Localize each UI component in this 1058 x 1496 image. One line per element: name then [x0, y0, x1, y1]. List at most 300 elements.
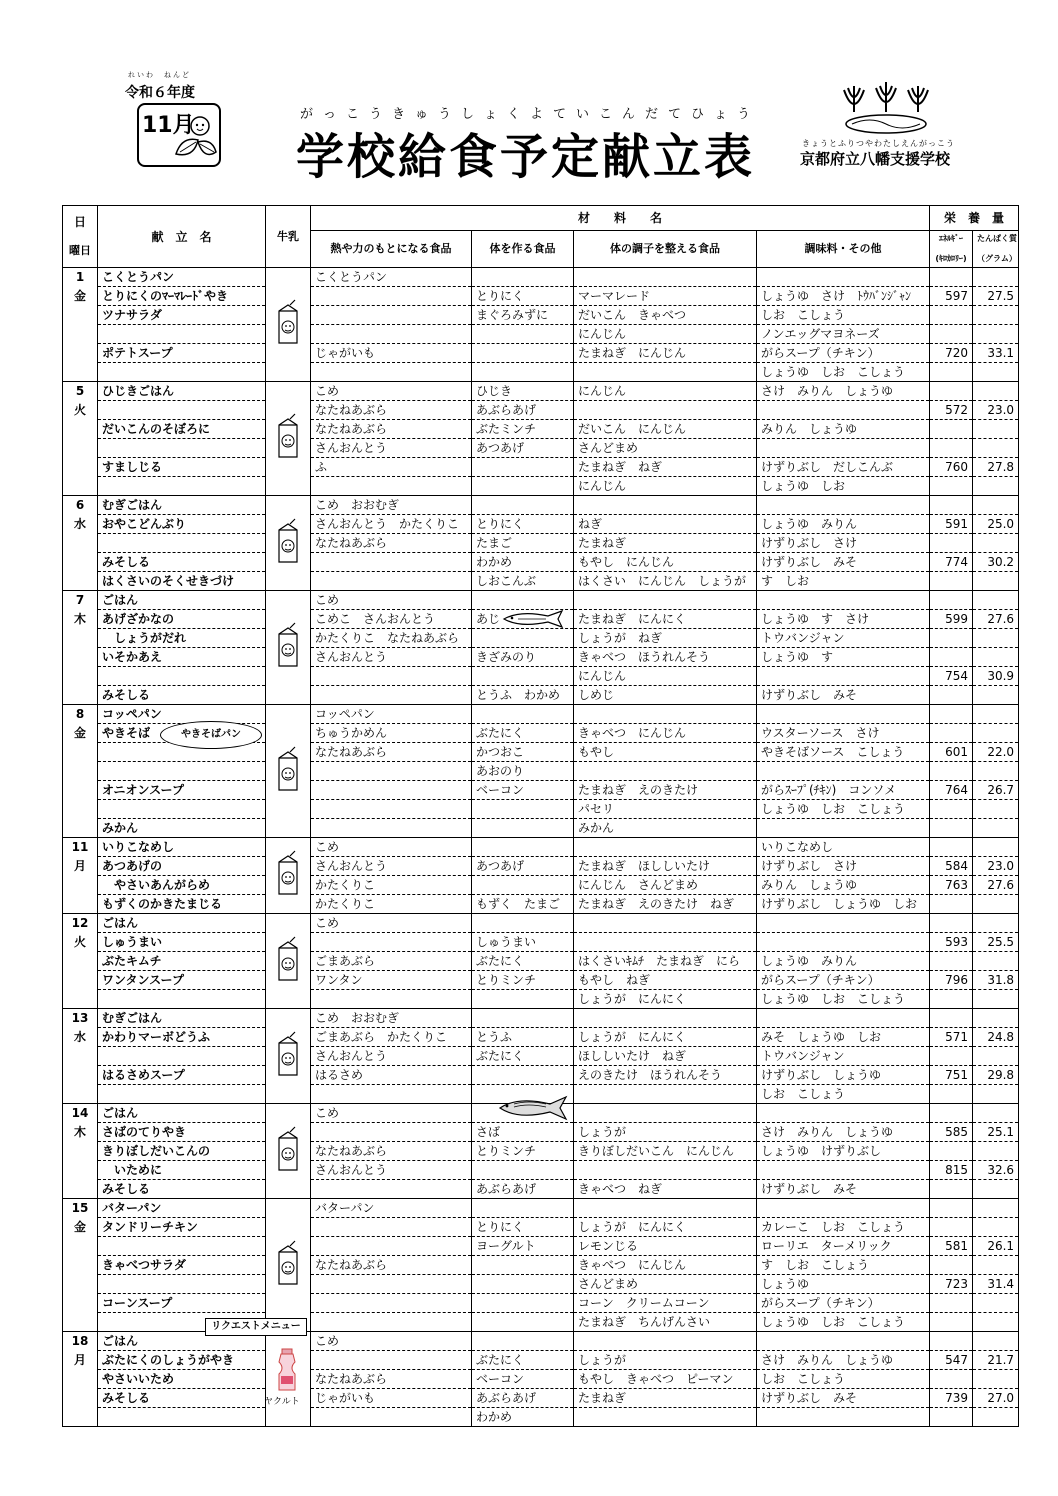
table-row [63, 952, 1019, 971]
energy-value: 739 [930, 1389, 973, 1408]
condition-food: たまねぎ えのきたけ ねぎ [574, 895, 757, 914]
energy-value: 585 [930, 1123, 973, 1142]
menu-table [62, 205, 1019, 1427]
weekday: 木 [63, 1123, 98, 1142]
condition-food: えのきたけ ほうれんそう [574, 1066, 757, 1085]
dish-name: あげざかなの [98, 610, 266, 629]
protein-value [973, 1199, 1019, 1218]
condition-food: もやし にんじん [574, 553, 757, 572]
energy-food [311, 1313, 472, 1332]
day-cell [63, 629, 98, 648]
day-cell [63, 572, 98, 591]
seasoning: す しお こしょう [757, 1256, 930, 1275]
dish-name: ひじきごはん [98, 382, 266, 401]
seasoning [757, 667, 930, 686]
table-row [63, 686, 1019, 705]
body-food: ひじき [472, 382, 574, 401]
body-food [472, 325, 574, 344]
condition-food: にんじん [574, 477, 757, 496]
seasoning: しお こしょう [757, 306, 930, 325]
day-cell [63, 553, 98, 572]
protein-value [973, 800, 1019, 819]
energy-value [930, 496, 973, 515]
energy-food: かたくりこ なたねあぶら [311, 629, 472, 648]
day-number: 18 [63, 1332, 98, 1351]
dish-name [98, 1408, 266, 1427]
table-row [63, 800, 1019, 819]
condition-food [574, 762, 757, 781]
body-food [472, 344, 574, 363]
body-food [472, 268, 574, 287]
header-ingredients: 材 料 名 [311, 206, 930, 231]
seasoning: みりん しょうゆ [757, 876, 930, 895]
condition-food: きゃべつ にんじん [574, 1256, 757, 1275]
table-row [63, 1370, 1019, 1389]
table-row [63, 1275, 1019, 1294]
table-row [63, 572, 1019, 591]
dish-name: いそかあえ [98, 648, 266, 667]
seasoning: けずりぶし さけ [757, 534, 930, 553]
day-number: 6 [63, 496, 98, 515]
dish-name: はるさめスープ [98, 1066, 266, 1085]
weekday: 月 [63, 857, 98, 876]
protein-value: 29.8 [973, 1066, 1019, 1085]
condition-food: もやし きゃべつ ピーマン [574, 1370, 757, 1389]
condition-food: コーン クリームコーン [574, 1294, 757, 1313]
table-row [63, 439, 1019, 458]
condition-food [574, 591, 757, 610]
energy-value [930, 1408, 973, 1427]
day-number: 14 [63, 1104, 98, 1123]
dish-name [98, 401, 266, 420]
header-protein: たんぱく質 （グラム） [973, 231, 1019, 268]
milk-cell [266, 496, 311, 591]
seasoning: さけ みりん しょうゆ [757, 1351, 930, 1370]
day-cell [63, 971, 98, 990]
seasoning [757, 1161, 930, 1180]
condition-food [574, 933, 757, 952]
protein-value [973, 534, 1019, 553]
mackerel-icon [498, 1094, 570, 1122]
protein-value [973, 1180, 1019, 1199]
day-number: 15 [63, 1199, 98, 1218]
seasoning: しょうゆ みりん [757, 515, 930, 534]
milk-carton-icon [273, 1031, 303, 1077]
protein-value [973, 363, 1019, 382]
seasoning [757, 705, 930, 724]
dish-name: きゃべつサラダ [98, 1256, 266, 1275]
energy-value [930, 952, 973, 971]
energy-value: 597 [930, 287, 973, 306]
table-row [63, 401, 1019, 420]
energy-food: こめ おおむぎ [311, 496, 472, 515]
day-cell [63, 1370, 98, 1389]
dish-name: ぶたにくのしょうがやき [98, 1351, 266, 1370]
protein-value [973, 838, 1019, 857]
leaf-character-icon [172, 112, 218, 162]
energy-value [930, 572, 973, 591]
condition-food: しめじ [574, 686, 757, 705]
table-row [63, 1256, 1019, 1275]
table-row [63, 515, 1019, 534]
day-cell [63, 306, 98, 325]
body-food [472, 1009, 574, 1028]
protein-value [973, 1256, 1019, 1275]
day-number: 12 [63, 914, 98, 933]
energy-value [930, 705, 973, 724]
energy-value [930, 1047, 973, 1066]
protein-value [973, 325, 1019, 344]
table-row [63, 876, 1019, 895]
seasoning: みりん しょうゆ [757, 420, 930, 439]
dish-name [98, 1275, 266, 1294]
energy-value [930, 534, 973, 553]
energy-food: こくとうパン [311, 268, 472, 287]
protein-value: 25.0 [973, 515, 1019, 534]
energy-food: さんおんとう [311, 1047, 472, 1066]
energy-food: ごまあぶら [311, 952, 472, 971]
energy-food: はるさめ [311, 1066, 472, 1085]
condition-food: しょうが [574, 1123, 757, 1142]
seasoning [757, 762, 930, 781]
energy-food: こめ [311, 1104, 472, 1123]
energy-value [930, 382, 973, 401]
protein-value: 25.5 [973, 933, 1019, 952]
day-cell [63, 1066, 98, 1085]
seasoning: しょうゆ す さけ [757, 610, 930, 629]
table-row [63, 1142, 1019, 1161]
dish-name: みそしる [98, 1180, 266, 1199]
day-number: 11 [63, 838, 98, 857]
dish-name: はくさいのそくせきづけ [98, 572, 266, 591]
milk-carton-icon [273, 1126, 303, 1172]
protein-value: 24.8 [973, 1028, 1019, 1047]
day-cell [63, 686, 98, 705]
dish-name: むぎごはん [98, 1009, 266, 1028]
condition-food: たまねぎ ほししいたけ [574, 857, 757, 876]
day-cell [63, 648, 98, 667]
table-row [63, 1047, 1019, 1066]
page-title: 学校給食予定献立表 [296, 129, 756, 185]
condition-food [574, 401, 757, 420]
seasoning: しょうゆ さけ ﾄｳﾊﾞﾝｼﾞｬﾝ [757, 287, 930, 306]
energy-food: こめ [311, 914, 472, 933]
weekday: 火 [63, 401, 98, 420]
day-cell [63, 1085, 98, 1104]
energy-value [930, 1370, 973, 1389]
protein-value [973, 1370, 1019, 1389]
protein-value [973, 1313, 1019, 1332]
condition-food: きゃべつ ねぎ [574, 1180, 757, 1199]
seasoning [757, 1332, 930, 1351]
day-cell [63, 1237, 98, 1256]
energy-value: 720 [930, 344, 973, 363]
table-row [63, 1408, 1019, 1427]
table-row [63, 629, 1019, 648]
dish-name: すましじる [98, 458, 266, 477]
seasoning: しお こしょう [757, 1370, 930, 1389]
protein-value [973, 1047, 1019, 1066]
energy-value [930, 1199, 973, 1218]
table-row [63, 971, 1019, 990]
dish-name [98, 1085, 266, 1104]
header-energy-group: 熱や力のもとになる食品 [311, 231, 472, 268]
energy-food: なたねあぶら [311, 420, 472, 439]
protein-value [973, 952, 1019, 971]
day-cell [63, 1408, 98, 1427]
energy-food [311, 933, 472, 952]
body-food [472, 1275, 574, 1294]
dish-name: オニオンスープ [98, 781, 266, 800]
dish-name: むぎごはん [98, 496, 266, 515]
seasoning: しお こしょう [757, 1085, 930, 1104]
dish-name: ツナサラダ [98, 306, 266, 325]
day-cell [63, 1389, 98, 1408]
body-food: ぶたにく [472, 724, 574, 743]
protein-value: 27.6 [973, 610, 1019, 629]
energy-food [311, 287, 472, 306]
energy-value [930, 800, 973, 819]
energy-food [311, 1408, 472, 1427]
request-menu-badge: リクエストメニュー [205, 1318, 307, 1336]
energy-value [930, 439, 973, 458]
seasoning: けずりぶし みそ [757, 1389, 930, 1408]
protein-value [973, 762, 1019, 781]
energy-food: なたねあぶら [311, 1370, 472, 1389]
protein-value: 27.6 [973, 876, 1019, 895]
dish-name: とりにくのﾏｰﾏﾚｰﾄﾞやき [98, 287, 266, 306]
school-name: 京都府立八幡支援学校 [800, 150, 951, 168]
table-row [63, 1351, 1019, 1370]
seasoning: さけ みりん しょうゆ [757, 382, 930, 401]
day-cell [63, 344, 98, 363]
condition-food [574, 1161, 757, 1180]
condition-food: もやし [574, 743, 757, 762]
seasoning: がらスープ（チキン） [757, 344, 930, 363]
day-cell [63, 743, 98, 762]
condition-food: にんじん [574, 325, 757, 344]
energy-food: こめ [311, 838, 472, 857]
seasoning [757, 439, 930, 458]
milk-cell [266, 838, 311, 914]
horse-mackerel-icon [500, 608, 570, 630]
day-cell [63, 325, 98, 344]
table-row [63, 534, 1019, 553]
seasoning: しょうゆ しお こしょう [757, 1313, 930, 1332]
energy-value [930, 1009, 973, 1028]
dish-name: おやこどんぶり [98, 515, 266, 534]
body-food [472, 914, 574, 933]
weekday: 金 [63, 724, 98, 743]
dish-name: こくとうパン [98, 268, 266, 287]
energy-food: なたねあぶら [311, 743, 472, 762]
energy-value: 763 [930, 876, 973, 895]
seasoning: しょうゆ [757, 1275, 930, 1294]
energy-value [930, 306, 973, 325]
body-food [472, 990, 574, 1009]
energy-food [311, 800, 472, 819]
dish-name: やさいいため [98, 1370, 266, 1389]
protein-value [973, 572, 1019, 591]
weekday: 金 [63, 287, 98, 306]
table-row [63, 325, 1019, 344]
table-row [63, 268, 1019, 287]
condition-food: にんじん [574, 382, 757, 401]
body-food: あぶらあげ [472, 1389, 574, 1408]
energy-food: ワンタン [311, 971, 472, 990]
energy-food [311, 781, 472, 800]
energy-food [311, 325, 472, 344]
body-food [472, 876, 574, 895]
condition-food: ほししいたけ ねぎ [574, 1047, 757, 1066]
body-food: あぶらあげ [472, 401, 574, 420]
table-row [63, 1199, 1019, 1218]
day-cell [63, 952, 98, 971]
protein-value: 27.5 [973, 287, 1019, 306]
seasoning: ウスターソース さけ [757, 724, 930, 743]
table-row [63, 990, 1019, 1009]
table-row [63, 781, 1019, 800]
protein-value [973, 1332, 1019, 1351]
day-number: 1 [63, 268, 98, 287]
seasoning [757, 401, 930, 420]
body-food [472, 819, 574, 838]
energy-value [930, 1180, 973, 1199]
body-food [472, 477, 574, 496]
condition-food [574, 1104, 757, 1123]
protein-value: 23.0 [973, 857, 1019, 876]
body-food [472, 1294, 574, 1313]
day-number: 13 [63, 1009, 98, 1028]
milk-carton-icon [273, 518, 303, 564]
school-ruby: きょうとふりつやわたしえんがっこう [802, 139, 955, 148]
weekday: 水 [63, 1028, 98, 1047]
header-nutrition: 栄 養 量 [930, 206, 1019, 231]
seasoning [757, 268, 930, 287]
energy-food [311, 686, 472, 705]
protein-value [973, 306, 1019, 325]
seasoning: いりこなめし [757, 838, 930, 857]
dish-name [98, 534, 266, 553]
milk-cell [266, 705, 311, 838]
condition-food: たまねぎ にんじん [574, 344, 757, 363]
dish-name: ごはん [98, 1104, 266, 1123]
body-food: ベーコン [472, 781, 574, 800]
body-food [472, 496, 574, 515]
energy-value [930, 990, 973, 1009]
dish-name: ぶたキムチ [98, 952, 266, 971]
protein-value [973, 591, 1019, 610]
energy-value: 584 [930, 857, 973, 876]
dish-name: だいこんのそぼろに [98, 420, 266, 439]
energy-value: 796 [930, 971, 973, 990]
day-cell [63, 420, 98, 439]
energy-value: 751 [930, 1066, 973, 1085]
energy-food: さんおんとう [311, 439, 472, 458]
dish-name [98, 762, 266, 781]
energy-food: こめ おおむぎ [311, 1009, 472, 1028]
condition-food: たまねぎ ねぎ [574, 458, 757, 477]
seasoning: さけ みりん しょうゆ [757, 1123, 930, 1142]
energy-food: なたねあぶら [311, 1256, 472, 1275]
energy-value [930, 1256, 973, 1275]
condition-food: しょうが ねぎ [574, 629, 757, 648]
table-row [63, 667, 1019, 686]
condition-food: しょうが にんにく [574, 1028, 757, 1047]
energy-food: こめ [311, 382, 472, 401]
body-food: とうふ わかめ [472, 686, 574, 705]
month-label: 11月 [142, 113, 195, 138]
condition-food: さんどまめ [574, 439, 757, 458]
energy-food [311, 306, 472, 325]
energy-food: なたねあぶら [311, 534, 472, 553]
condition-food [574, 1199, 757, 1218]
day-cell [63, 458, 98, 477]
condition-food [574, 705, 757, 724]
energy-value [930, 325, 973, 344]
day-cell [63, 781, 98, 800]
condition-food [574, 268, 757, 287]
energy-value [930, 1085, 973, 1104]
energy-food [311, 1218, 472, 1237]
day-number: 5 [63, 382, 98, 401]
seasoning [757, 496, 930, 515]
protein-value [973, 724, 1019, 743]
condition-food: たまねぎ えのきたけ [574, 781, 757, 800]
energy-food: さんおんとう [311, 1161, 472, 1180]
condition-food: たまねぎ ちんげんさい [574, 1313, 757, 1332]
body-food: ぶたにく [472, 1351, 574, 1370]
table-row [63, 382, 1019, 401]
dish-name [98, 325, 266, 344]
condition-food: にんじん [574, 667, 757, 686]
energy-value [930, 1332, 973, 1351]
energy-food: じゃがいも [311, 344, 472, 363]
energy-value: 599 [930, 610, 973, 629]
dish-name: ごはん [98, 591, 266, 610]
protein-value [973, 914, 1019, 933]
protein-value: 27.0 [973, 1389, 1019, 1408]
table-row [63, 1123, 1019, 1142]
seasoning: しょうゆ しお こしょう [757, 363, 930, 382]
body-food [472, 1256, 574, 1275]
body-food [472, 1161, 574, 1180]
protein-value: 22.0 [973, 743, 1019, 762]
dish-name [98, 1237, 266, 1256]
energy-value [930, 1313, 973, 1332]
body-food: きざみのり [472, 648, 574, 667]
table-row [63, 477, 1019, 496]
dish-name: コッペパン [98, 705, 266, 724]
milk-carton-icon [273, 413, 303, 459]
energy-food: コッペパン [311, 705, 472, 724]
energy-food [311, 819, 472, 838]
seasoning [757, 1104, 930, 1123]
dish-name [98, 990, 266, 1009]
seasoning: がらｽｰﾌﾟ(ﾁｷﾝ) コンソメ [757, 781, 930, 800]
body-food: あつあげ [472, 439, 574, 458]
energy-food [311, 477, 472, 496]
energy-value: 760 [930, 458, 973, 477]
seasoning: トウバンジャン [757, 1047, 930, 1066]
body-food: かつおこ [472, 743, 574, 762]
milk-carton-icon [273, 299, 303, 345]
condition-food [574, 1085, 757, 1104]
condition-food: ねぎ [574, 515, 757, 534]
protein-value [973, 268, 1019, 287]
day-cell [63, 1161, 98, 1180]
body-food [472, 629, 574, 648]
